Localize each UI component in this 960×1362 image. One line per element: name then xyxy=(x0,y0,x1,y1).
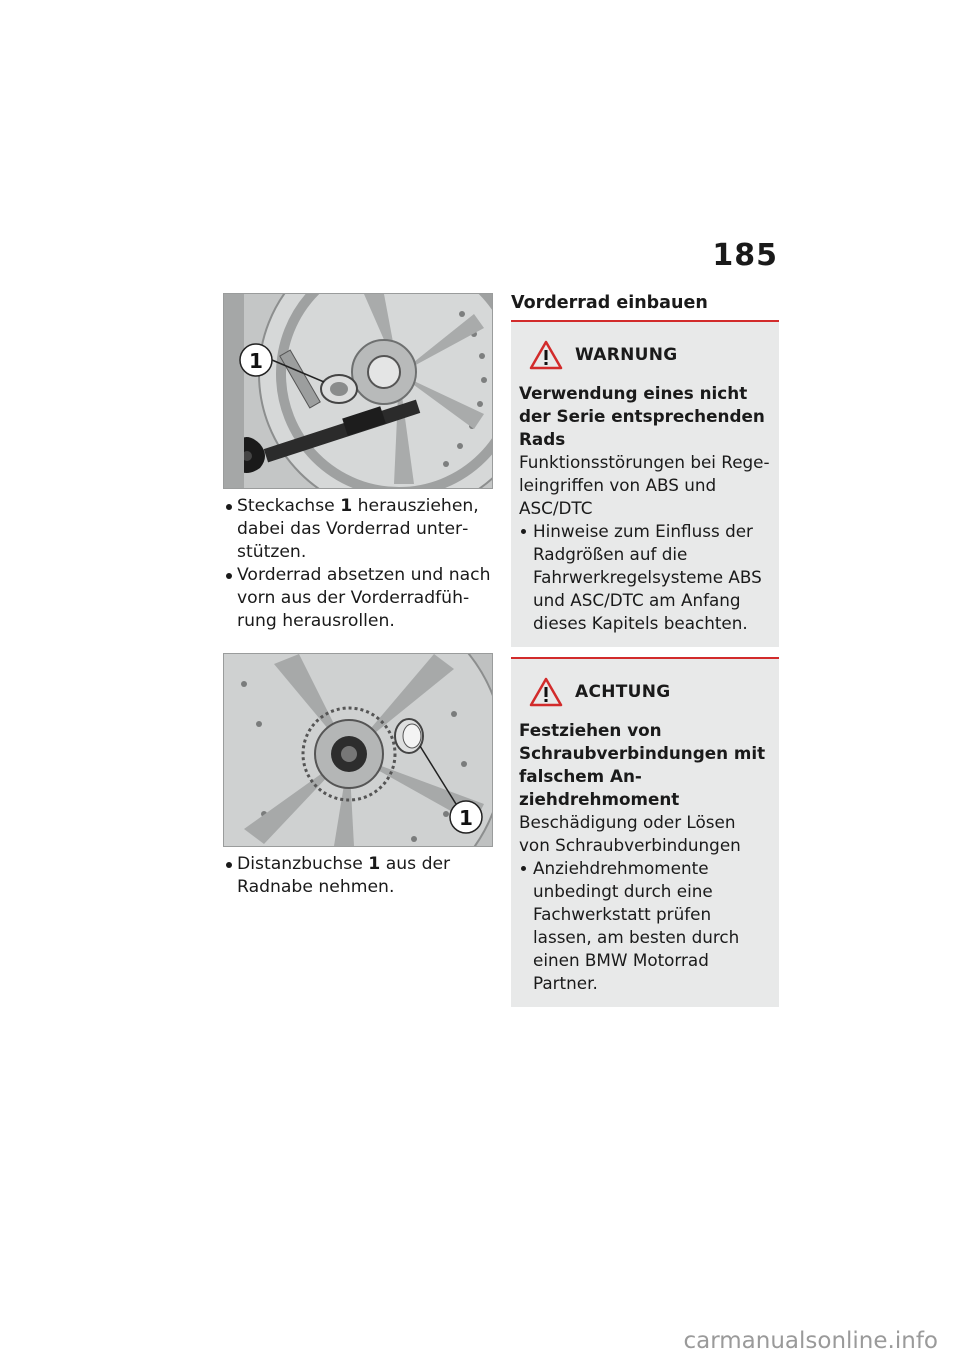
list-item: Anziehdrehmomente unbedingt durch eine Fachwerkstatt prüfen lassen, am besten durch einen BMW Motorrad Partner. xyxy=(519,857,771,995)
warning-triangle-icon xyxy=(529,677,563,707)
caution-heading: Festziehen von Schraubverbindungen mit falschem Anziehdrehmoment xyxy=(519,720,766,809)
caution-title: ACHTUNG xyxy=(575,682,671,702)
list-item: Steckachse 1 herausziehen, dabei das Vorderrad unterstützen. xyxy=(223,495,493,564)
warning-triangle-icon xyxy=(529,340,563,370)
list-item: Vorderrad absetzen und nach vorn aus der Vorderradführung herausrollen. xyxy=(223,564,493,633)
section-heading: Vorderrad einbauen xyxy=(511,293,708,313)
page-number: 185 xyxy=(712,238,778,273)
figure1-callout: 1 xyxy=(249,349,263,373)
figure-spacer-removal xyxy=(223,653,493,847)
right-column xyxy=(511,288,779,1007)
footer-watermark: carmanualsonline.info xyxy=(683,1328,938,1354)
warning-notice xyxy=(511,322,779,647)
figure-axle-removal xyxy=(223,293,493,489)
figure2-callout: 1 xyxy=(459,806,473,830)
list-item: Hinweise zum Einfluss der Radgrößen auf die Fahrwerkregelsysteme ABS und ASC/DTC am Anfang dieses Kapitels beachten. xyxy=(519,520,771,635)
removal-steps xyxy=(223,495,493,633)
caution-notice xyxy=(511,659,779,1007)
spacer-steps xyxy=(223,853,493,899)
left-column xyxy=(223,293,493,899)
warning-title: WARNUNG xyxy=(575,345,678,365)
caution-body: Beschädigung oder Lösen von Schraubverbindungen xyxy=(519,812,741,855)
spacer-illustration xyxy=(224,654,492,846)
warning-heading: Verwendung eines nicht der Serie entsprechenden Rads xyxy=(519,383,765,449)
warning-body: Funktionsstörungen bei Regeleingriffen von ABS und ASC/DTC xyxy=(519,452,770,518)
list-item: Distanzbuchse 1 aus der Radnabe nehmen. xyxy=(223,853,493,899)
axle-illustration xyxy=(224,294,492,488)
